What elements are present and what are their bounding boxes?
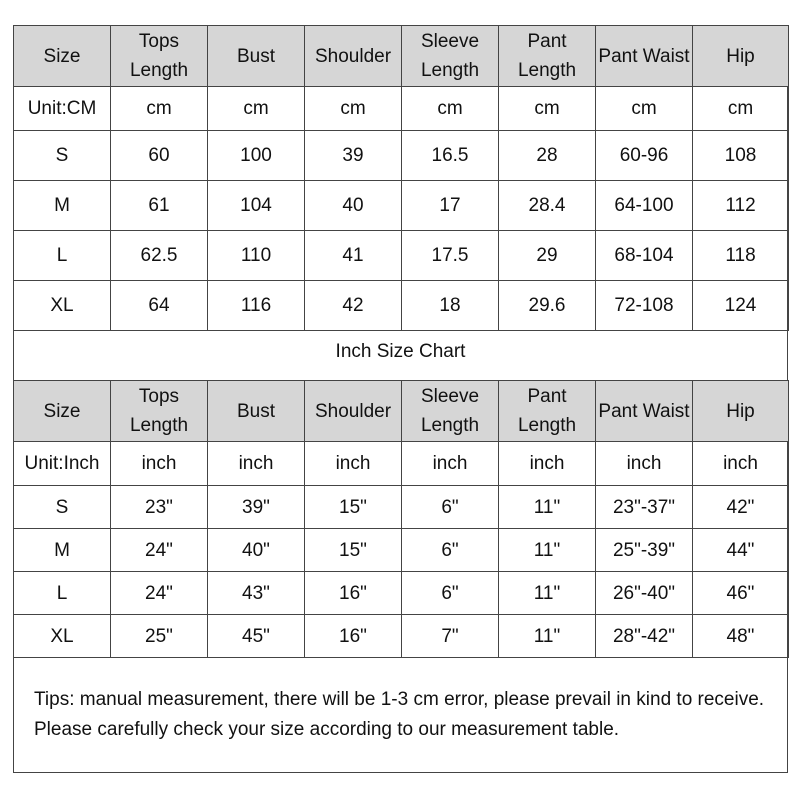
size-cell: 64-100 xyxy=(596,181,693,231)
unit-cell: inch xyxy=(111,442,208,486)
header-cell: Pant Length xyxy=(499,381,596,442)
tips-line: Tips: manual measurement, there will be 1-3 cm error, please prevail in kind to receive. xyxy=(34,689,765,710)
unit-cell: inch xyxy=(596,442,693,486)
size-cell: 28.4 xyxy=(499,181,596,231)
unit-cell: cm xyxy=(402,87,499,131)
size-cell: 17.5 xyxy=(402,231,499,281)
size-row xyxy=(14,181,789,231)
size-cell: 11" xyxy=(499,572,596,615)
size-cell: 40 xyxy=(305,181,402,231)
size-cell: 39" xyxy=(208,486,305,529)
size-cell: 26"-40" xyxy=(596,572,693,615)
size-cell: 124 xyxy=(693,281,789,331)
size-cell: 23"-37" xyxy=(596,486,693,529)
size-cell: S xyxy=(14,131,111,181)
size-cell: 6" xyxy=(402,529,499,572)
size-cell: 16" xyxy=(305,572,402,615)
cm-size-table xyxy=(13,25,789,331)
tips-line: Please carefully check your size according to our measurement table. xyxy=(34,719,620,740)
size-cell: 15" xyxy=(305,486,402,529)
size-cell: L xyxy=(14,572,111,615)
size-cell: 24" xyxy=(111,572,208,615)
unit-cell: Unit:Inch xyxy=(14,442,111,486)
size-cell: 42" xyxy=(693,486,789,529)
header-row xyxy=(14,381,789,442)
size-cell: 24" xyxy=(111,529,208,572)
header-row xyxy=(14,26,789,87)
size-cell: XL xyxy=(14,281,111,331)
size-cell: 112 xyxy=(693,181,789,231)
size-row xyxy=(14,231,789,281)
size-cell: 11" xyxy=(499,529,596,572)
inch-size-chart-caption: Inch Size Chart xyxy=(335,341,466,362)
size-cell: 28 xyxy=(499,131,596,181)
size-cell: 110 xyxy=(208,231,305,281)
size-row xyxy=(14,131,789,181)
size-cell: 23" xyxy=(111,486,208,529)
size-row xyxy=(14,281,789,331)
size-row xyxy=(14,572,789,615)
size-cell: 16.5 xyxy=(402,131,499,181)
unit-cell: cm xyxy=(111,87,208,131)
header-cell: Sleeve Length xyxy=(402,381,499,442)
size-cell: 41 xyxy=(305,231,402,281)
size-cell: 64 xyxy=(111,281,208,331)
header-cell: Size xyxy=(14,26,111,87)
size-cell: 68-104 xyxy=(596,231,693,281)
unit-cell: cm xyxy=(208,87,305,131)
size-cell: 40" xyxy=(208,529,305,572)
size-cell: M xyxy=(14,181,111,231)
header-cell: Tops Length xyxy=(111,381,208,442)
unit-cell: inch xyxy=(208,442,305,486)
unit-cell: cm xyxy=(596,87,693,131)
header-cell: Pant Length xyxy=(499,26,596,87)
size-row xyxy=(14,615,789,658)
header-cell: Bust xyxy=(208,381,305,442)
size-row xyxy=(14,529,789,572)
size-cell: 43" xyxy=(208,572,305,615)
size-cell: 11" xyxy=(499,486,596,529)
size-cell: M xyxy=(14,529,111,572)
header-cell: Size xyxy=(14,381,111,442)
header-cell: Hip xyxy=(693,26,789,87)
size-cell: 61 xyxy=(111,181,208,231)
size-cell: 60-96 xyxy=(596,131,693,181)
header-cell: Sleeve Length xyxy=(402,26,499,87)
size-cell: XL xyxy=(14,615,111,658)
size-cell: 18 xyxy=(402,281,499,331)
size-cell: 48" xyxy=(693,615,789,658)
size-cell: 46" xyxy=(693,572,789,615)
size-cell: 45" xyxy=(208,615,305,658)
header-cell: Tops Length xyxy=(111,26,208,87)
size-cell: 17 xyxy=(402,181,499,231)
header-cell: Pant Waist xyxy=(596,26,693,87)
unit-cell: inch xyxy=(693,442,789,486)
inch-size-table xyxy=(13,380,789,658)
unit-cell: Unit:CM xyxy=(14,87,111,131)
size-cell: 72-108 xyxy=(596,281,693,331)
size-cell: 11" xyxy=(499,615,596,658)
size-cell: 7" xyxy=(402,615,499,658)
size-cell: 25" xyxy=(111,615,208,658)
size-cell: 108 xyxy=(693,131,789,181)
size-row xyxy=(14,486,789,529)
size-cell: 118 xyxy=(693,231,789,281)
size-cell: 16" xyxy=(305,615,402,658)
size-cell: 104 xyxy=(208,181,305,231)
size-cell: 62.5 xyxy=(111,231,208,281)
size-cell: 60 xyxy=(111,131,208,181)
unit-cell: inch xyxy=(402,442,499,486)
unit-cell: cm xyxy=(499,87,596,131)
unit-row xyxy=(14,442,789,486)
size-cell: 25"-39" xyxy=(596,529,693,572)
size-cell: 29.6 xyxy=(499,281,596,331)
unit-cell: inch xyxy=(305,442,402,486)
size-cell: 44" xyxy=(693,529,789,572)
size-cell: S xyxy=(14,486,111,529)
size-cell: 29 xyxy=(499,231,596,281)
size-cell: 6" xyxy=(402,572,499,615)
size-cell: 6" xyxy=(402,486,499,529)
unit-cell: inch xyxy=(499,442,596,486)
header-cell: Shoulder xyxy=(305,26,402,87)
unit-cell: cm xyxy=(305,87,402,131)
size-cell: 100 xyxy=(208,131,305,181)
header-cell: Shoulder xyxy=(305,381,402,442)
size-cell: 42 xyxy=(305,281,402,331)
size-cell: 15" xyxy=(305,529,402,572)
unit-cell: cm xyxy=(693,87,789,131)
unit-row xyxy=(14,87,789,131)
tips-text xyxy=(34,685,786,745)
size-cell: L xyxy=(14,231,111,281)
size-cell: 116 xyxy=(208,281,305,331)
size-cell: 39 xyxy=(305,131,402,181)
header-cell: Pant Waist xyxy=(596,381,693,442)
header-cell: Bust xyxy=(208,26,305,87)
header-cell: Hip xyxy=(693,381,789,442)
size-cell: 28"-42" xyxy=(596,615,693,658)
